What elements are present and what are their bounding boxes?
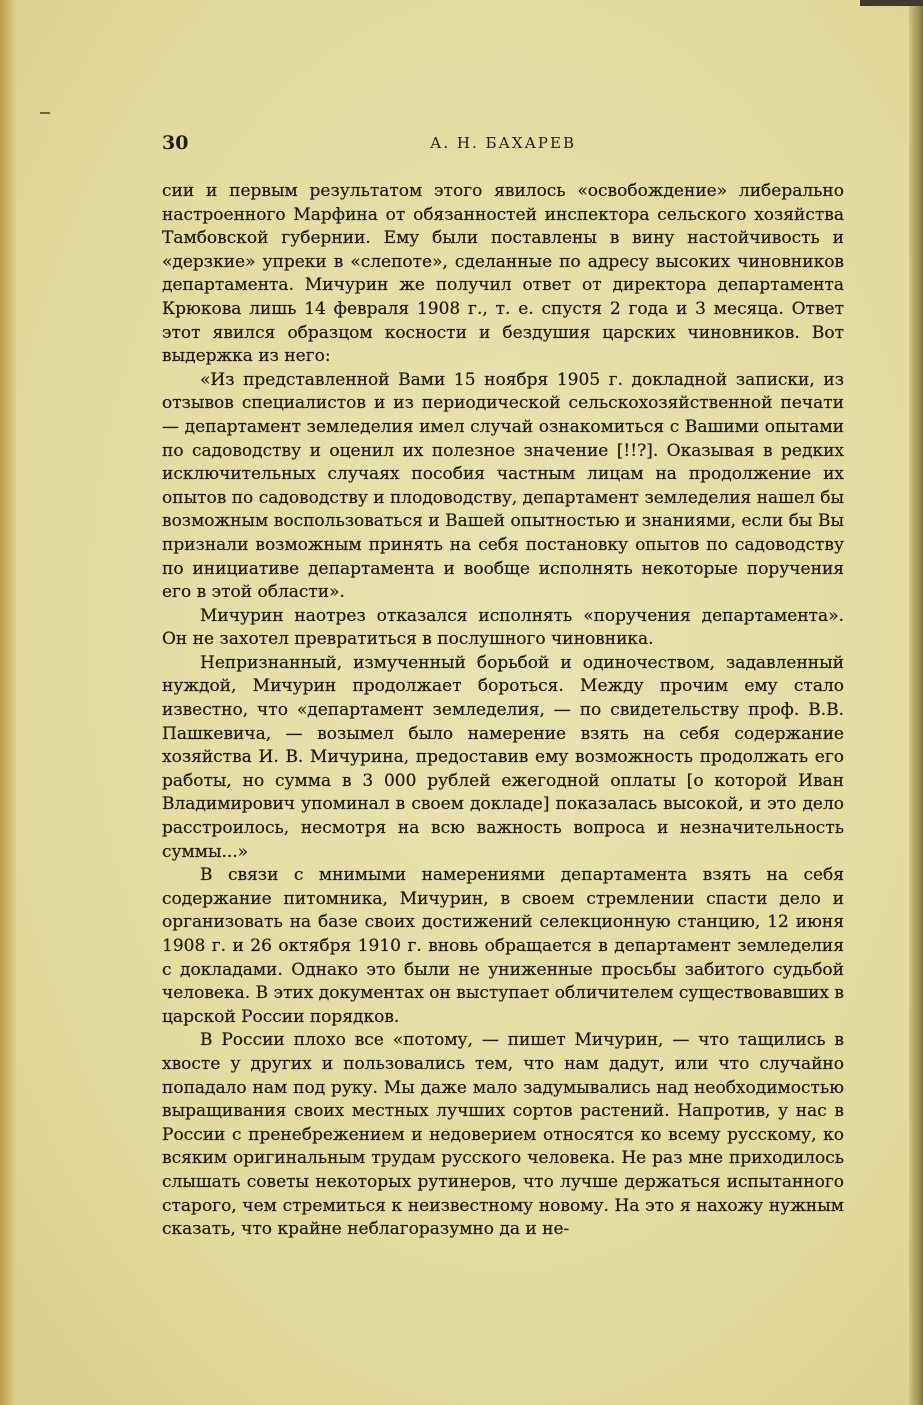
body-text	[162, 180, 844, 1242]
running-head: А. Н. БАХАРЕВ	[430, 134, 576, 152]
page-edge-left	[0, 0, 16, 1405]
paragraph-2-quote: «Из представленной Вами 15 ноября 1905 г. докладной записки, из отзывов специалистов и из периодической сельскохозяйственной печати — департамент земледелия имел случай ознакомиться с Вашими опытами по садоводству и оценил их полезное значение [!!?]. Оказывая в редких исключительных случаях пособия частным лицам на продолжение их опытов по садоводству и плодоводству, департамент земледелия нашел бы возможным воспользоваться и Вашей опытностью и знаниями, если бы Вы признали возможным принять на себя постановку опытов по садоводству по инициативе департамента и вообще исполнять некоторые поручения его в этой области».	[162, 369, 844, 603]
page-header	[162, 132, 844, 158]
page-number: 30	[162, 132, 189, 154]
paragraph-6: В России плохо все «потому, — пишет Мичурин, — что тащились в хвосте у других и пользовались тем, что нам дадут, или что случайно попадало нам под руку. Мы даже мало задумывались над необходимостью выращивания своих местных лучших сортов растений. Напротив, у нас в России с пренебрежением и недоверием относятся ко всему русскому, ко всяким оригинальным трудам русского человека. Не раз мне приходилось слышать советы некоторых рутинеров, что лучше держаться испытанного старого, чем стремиться к неизвестному новому. На это я нахожу нужным сказать, что крайне неблагоразумно да и не-	[162, 1030, 844, 1240]
paragraph-3: Мичурин наотрез отказался исполнять «поручения департамента». Он не захотел превратиться в послушного чиновника.	[162, 605, 844, 650]
paragraph-1: сии и первым результатом этого явилось «освобождение» либерально настроенного Марфина от обязанностей инспектора сельского хозяйства Тамбовской губернии. Ему были поставлены в вину настойчивость и «дерзкие» упреки в «слепоте», сделанные по адресу высоких чиновников департамента. Мичурин же получил ответ от директора департамента Крюкова лишь 14 февраля 1908 г., т. е. спустя 2 года и 3 месяца. Ответ этот явился образцом косности и бездушия царских чиновников. Вот выдержка из него:	[162, 181, 844, 367]
paragraph-4: Непризнанный, измученный борьбой и одиночеством, задавленный нуждой, Мичурин продолжает бороться. Между прочим ему стало известно, что «департамент земледелия, — по свидетельству проф. В.В. Пашкевича, — возымел было намерение взять на себя содержание хозяйства И. В. Мичурина, предоставив ему возможность продолжать его работы, но сумма в 3 000 рублей ежегодной оплаты [о которой Иван Владимирович упоминал в своем докладе] показалась высокой, и это дело расстроилось, несмотря на всю важность вопроса и незначительность суммы...»	[162, 652, 844, 862]
page-edge-top	[860, 0, 923, 6]
margin-mark	[40, 112, 50, 114]
page-edge-right	[909, 0, 923, 1405]
paragraph-5: В связи с мнимыми намерениями департамента взять на себя содержание питомника, Мичурин, в своем стремлении спасти дело и организовать на базе своих достижений селекционную станцию, 12 июня 1908 г. и 26 октября 1910 г. вновь обращается в департамент земледелия с докладами. Однако это были не униженные просьбы забитого судьбой человека. В этих документах он выступает обличителем существовавших в царской России порядков.	[162, 865, 844, 1027]
